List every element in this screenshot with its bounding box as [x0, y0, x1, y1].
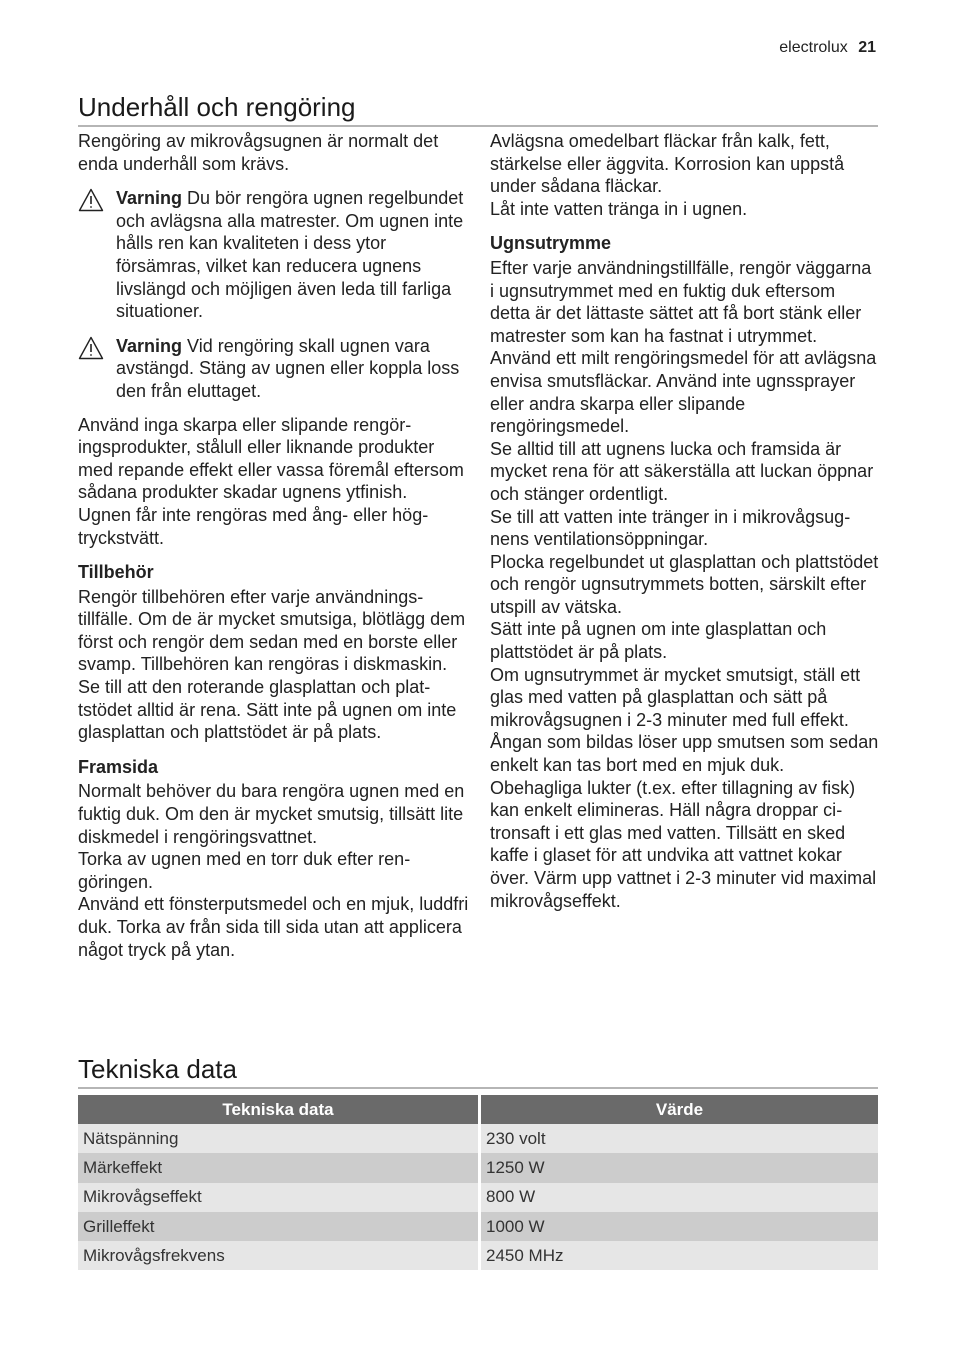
warning-block: [78, 335, 470, 403]
warning-text: [116, 335, 470, 403]
table-cell-value: 230 volt: [478, 1124, 878, 1153]
table-cell-parameter: Nätspänning: [78, 1124, 478, 1153]
warning-block: [78, 187, 470, 323]
warning-body: Du bör rengöra ugnen regelbundet och avlägsna alla matrester. Om ugnen inte hålls ren kan kvaliteten i dess ytor försämras, vilket kan reducera ugnens livslängd och möjligen även leda till farliga situationer.: [116, 188, 464, 322]
table-cell-parameter: Grilleffekt: [78, 1212, 478, 1241]
warning-triangle-icon: [78, 187, 116, 323]
table-cell-value: 800 W: [478, 1183, 878, 1212]
subheading-oven-cavity: Ugnsutrymme: [490, 233, 612, 254]
table-cell-parameter: Mikrovågsfrekvens: [78, 1241, 478, 1270]
subheading-front: Framsida: [78, 756, 159, 777]
table-cell-value: 1000 W: [478, 1212, 878, 1241]
body-paragraph: Låt inte vatten tränga in i ugnen.: [490, 198, 748, 219]
warning-text: [116, 187, 470, 323]
warning-triangle-icon: [78, 335, 116, 403]
table-cell-value: 2450 MHz: [478, 1241, 878, 1270]
right-column: [490, 130, 880, 912]
body-paragraph: Torka av ugnen med en torr duk efter rengöringen.: [78, 849, 411, 892]
table-row: [78, 1183, 878, 1212]
body-paragraph: Använd ett milt rengöringsmedel för att avlägsna envisa smutsfläckar. Använd inte ugnssprayer eller andra skarpa eller slipande rengöringsmedel.: [490, 348, 877, 437]
intro-paragraph: Rengöring av mikrovågsugnen är normalt det enda underhåll som krävs.: [78, 131, 439, 174]
table-row: [78, 1241, 878, 1270]
body-paragraph: Använd ett fönsterputsmedel och en mjuk, luddfri duk. Torka av från sida till sida utan att applicera något tryck på ytan.: [78, 894, 469, 960]
body-paragraph: Obehagliga lukter (t.ex. efter tillagning av fisk) kan enkelt elimineras. Häll några droppar citronsaft i ett glas med vatten. Tillsätt en sked kaffe i glaset för att undvika att vattnet kokar över. Värm upp vattnet i 2-3 minuter vid maximal mikrovågseffekt.: [490, 777, 877, 911]
table-cell-parameter: Märkeffekt: [78, 1153, 478, 1182]
warning-label: Varning: [116, 335, 183, 356]
table-cell-parameter: Mikrovågseffekt: [78, 1183, 478, 1212]
section-title-technical-data: Tekniska data: [78, 1054, 878, 1089]
body-paragraph: Normalt behöver du bara rengöra ugnen med en fuktig duk. Om den är mycket smutsig, tillsätt lite diskmedel i rengöringsvattnet.: [78, 781, 465, 847]
body-paragraph: Rengör tillbehören efter varje användningstillfälle. Om de är mycket smutsiga, blötlägg dem först och rengör dem sedan med en borste eller svamp. Tillbehören kan rengöras i diskmaskin.: [78, 586, 466, 675]
table-cell-value: 1250 W: [478, 1153, 878, 1182]
body-paragraph: Använd inga skarpa eller slipande rengöringsprodukter, stålull eller liknande produkter med repande effekt eller vassa föremål eftersom sådana produkter skadar ugnens ytfinish.: [78, 414, 464, 503]
warning-label: Varning: [116, 188, 183, 209]
body-paragraph: Se till att den roterande glasplattan och plattstödet alltid är rena. Sätt inte på ugnen om inte glasplattan och plattstödet är på plats.: [78, 677, 457, 743]
table-header-cell: Värde: [478, 1095, 878, 1124]
table-header-row: [78, 1095, 878, 1124]
section-title-maintenance: Underhåll och rengöring: [78, 92, 878, 127]
body-paragraph: Plocka regelbundet ut glasplattan och plattstödet och rengör ugnsutrymmets botten, särskilt efter utspill av vätska.: [490, 551, 879, 617]
table-header-cell: Tekniska data: [78, 1095, 478, 1124]
technical-data-table: [78, 1095, 878, 1270]
table-row: [78, 1212, 878, 1241]
body-paragraph: Om ugnsutrymmet är mycket smutsigt, ställ ett glas med vatten på glasplattan och sätt på mikrovågsugnen i 2-3 minuter med full effekt. Ångan som bildas löser upp smutsen som sedan enkelt kan tas bort med en mjuk duk.: [490, 664, 879, 776]
table-row: [78, 1124, 878, 1153]
page-header: [779, 39, 876, 57]
warning-body: Vid rengöring skall ugnen vara avstängd. Stäng av ugnen eller koppla loss den från eluttaget.: [116, 335, 460, 401]
page-number: 21: [858, 39, 876, 56]
body-paragraph: Avlägsna omedelbart fläckar från kalk, fett, stärkelse eller äggvita. Korrosion kan uppstå under sådana fläckar.: [490, 131, 845, 197]
left-column: [78, 130, 470, 961]
body-paragraph: Ugnen får inte rengöras med ång- eller högtryckstvätt.: [78, 504, 429, 548]
body-paragraph: Se till att vatten inte tränger in i mikrovågsugnens ventilationsöppningar.: [490, 506, 851, 550]
table-row: [78, 1153, 878, 1182]
subheading-accessories: Tillbehör: [78, 562, 154, 583]
body-paragraph: Se alltid till att ugnens lucka och framsida är mycket rena för att säkerställa att luckan öppnar och stänger ordentligt.: [490, 438, 874, 504]
body-paragraph: Efter varje användningstillfälle, rengör väggarna i ugnsutrymmet med en fuktig duk eftersom detta är det lättaste sättet att få bort stänk eller matrester som kan ha fastnat i utrymmet.: [490, 257, 872, 346]
brand-name: electrolux: [779, 39, 848, 56]
body-paragraph: Sätt inte på ugnen om inte glasplattan och plattstödet är på plats.: [490, 619, 827, 663]
